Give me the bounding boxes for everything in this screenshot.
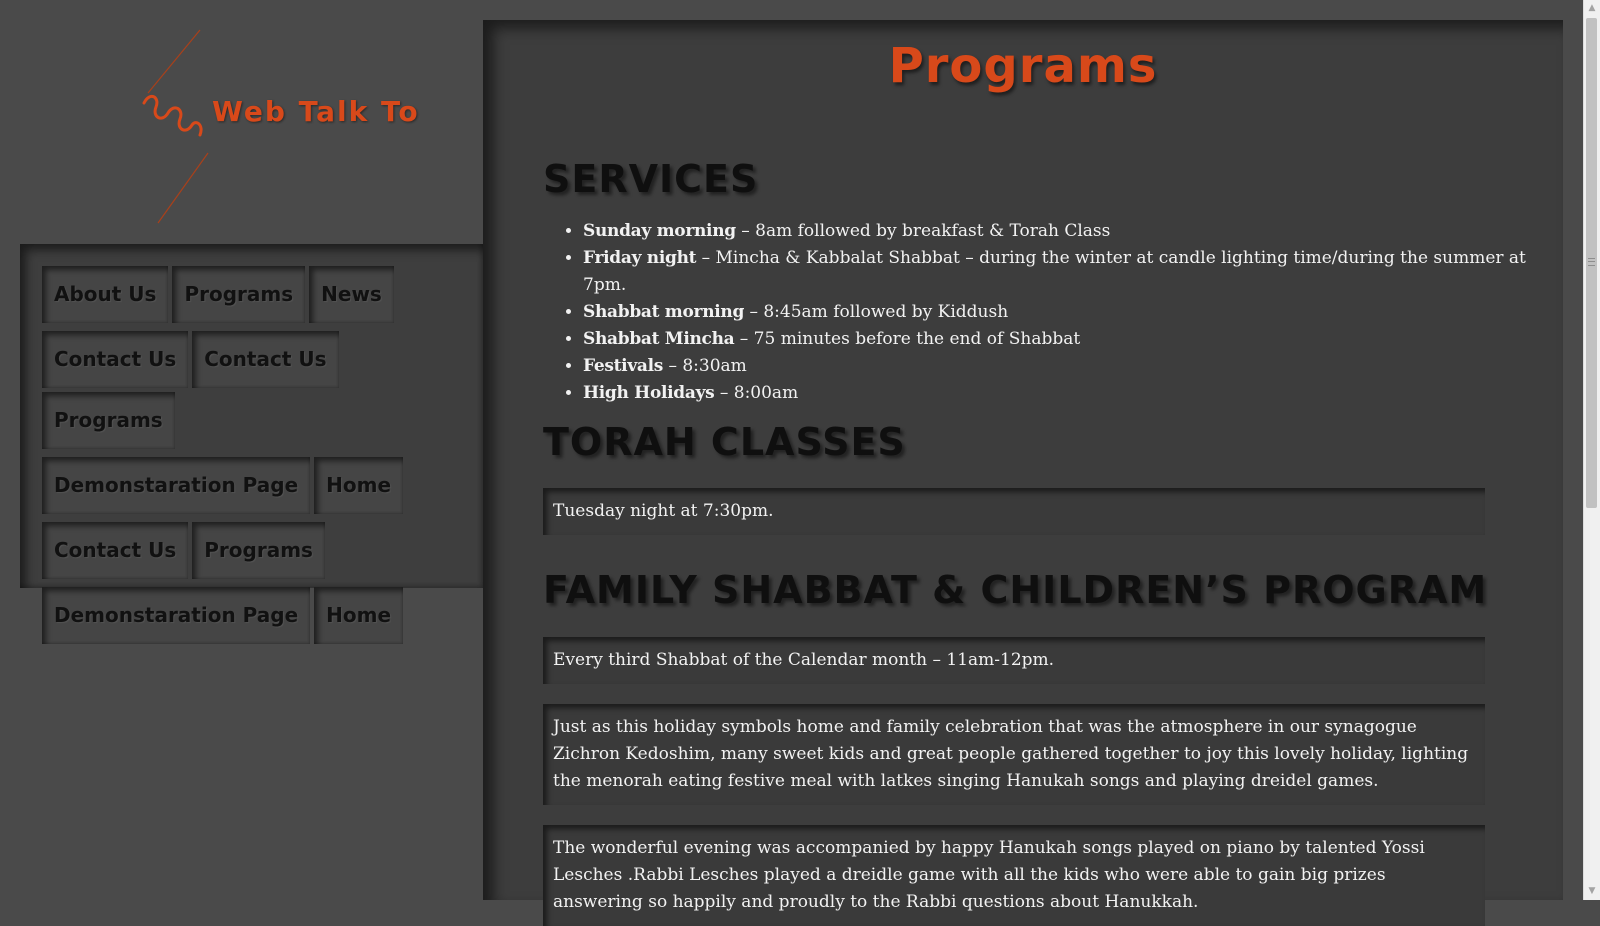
sidebar-nav: [20, 244, 483, 627]
page-scrollbar[interactable]: [1583, 0, 1600, 900]
service-detail: – 8am followed by breakfast & Torah Class: [735, 221, 1111, 241]
nav-item-programs[interactable]: Programs: [42, 392, 175, 449]
grip-icon: [1588, 258, 1595, 266]
nav-item-programs[interactable]: Programs: [172, 266, 305, 323]
nav-item-demonstration-page[interactable]: Demonstaration Page: [42, 457, 310, 514]
scrollbar-thumb[interactable]: [1586, 18, 1597, 508]
arrow-down-icon[interactable]: ▼: [1588, 886, 1596, 896]
nav-item-home[interactable]: Home: [314, 587, 403, 644]
family-paragraph-box: Just as this holiday symbols home and family celebration that was the atmosphere in our synagogue Zichron Kedoshim, many sweet kids and great people gathered together to joy this lovely holiday, lighting the menorah eating festive meal with latkes singing Hanukah songs and playing dreidel games.: [543, 704, 1485, 805]
service-name: Festivals: [583, 356, 664, 376]
list-item: [583, 218, 1563, 245]
nav-item-home[interactable]: Home: [314, 457, 403, 514]
nav-item-contact-us[interactable]: Contact Us: [42, 522, 188, 579]
service-detail: – Mincha & Kabbalat Shabbat – during the winter at candle lighting time/during the summer at 7pm.: [583, 248, 1526, 295]
service-detail: – 75 minutes before the end of Shabbat: [734, 329, 1081, 349]
service-name: Friday night: [583, 248, 697, 268]
list-item: [583, 380, 1563, 407]
list-item: [583, 299, 1563, 326]
family-shabbat-heading: FAMILY SHABBAT & CHILDREN’S PROGRAM: [543, 568, 1488, 612]
nav-item-news[interactable]: News: [309, 266, 394, 323]
nav-item-programs[interactable]: Programs: [192, 522, 325, 579]
nav-item-contact-us[interactable]: Contact Us: [192, 331, 338, 388]
list-item: [583, 245, 1563, 299]
main-content: [483, 20, 1563, 912]
services-list: [543, 218, 1563, 407]
nav-item-about-us[interactable]: About Us: [42, 266, 168, 323]
service-name: Shabbat Mincha: [583, 329, 735, 349]
page-title: Programs: [888, 38, 1158, 94]
list-item: [583, 353, 1563, 380]
arrow-up-icon[interactable]: ▲: [1588, 3, 1596, 13]
service-name: Shabbat morning: [583, 302, 745, 322]
torah-classes-heading: TORAH CLASSES: [543, 420, 906, 464]
service-detail: – 8:30am: [663, 356, 747, 376]
family-schedule-box: Every third Shabbat of the Calendar month – 11am-12pm.: [543, 637, 1485, 684]
nav-item-demonstration-page[interactable]: Demonstaration Page: [42, 587, 310, 644]
service-detail: – 8:45am followed by Kiddush: [744, 302, 1009, 322]
service-name: High Holidays: [583, 383, 715, 403]
services-heading: SERVICES: [543, 157, 759, 201]
nav-list: [42, 266, 467, 644]
list-item: [583, 326, 1563, 353]
torah-classes-box: Tuesday night at 7:30pm.: [543, 488, 1485, 535]
service-detail: – 8:00am: [714, 383, 799, 403]
nav-item-contact-us[interactable]: Contact Us: [42, 331, 188, 388]
site-logo[interactable]: [120, 25, 420, 230]
logo-text[interactable]: Web Talk To: [212, 95, 420, 128]
wavy-line-logo-icon: [130, 25, 220, 230]
service-name: Sunday morning: [583, 221, 736, 241]
family-paragraph-box: The wonderful evening was accompanied by happy Hanukah songs played on piano by talented Yossi Lesches .Rabbi Lesches played a dreidle game with all the kids who were able to gain big prizes answering so happily and proudly to the Rabbi questions about Hanukkah.: [543, 825, 1485, 926]
